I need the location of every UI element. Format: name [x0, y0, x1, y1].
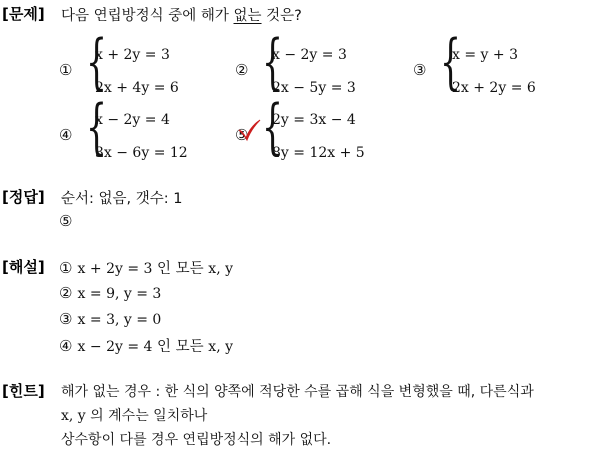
question-pre: 다음 연립방정식 중에 해가: [61, 8, 234, 24]
explanation-3-math: x = 3, y = 0: [77, 312, 162, 328]
choice-5-eq2: 8y = 12x + 5: [272, 145, 365, 161]
hint-tag: [힌트]: [2, 382, 45, 400]
choice-3-number[interactable]: ③: [413, 61, 427, 79]
choice-2-brace: {: [262, 27, 284, 97]
explanation-4-tail: x, y: [208, 339, 234, 355]
choice-1-eq1: x + 2y = 3: [95, 47, 170, 63]
hint-line-2-text: 의 계수는 일치하나: [85, 408, 208, 424]
explanation-tag: [해설]: [2, 258, 45, 276]
hint-line-1: 해가 없는 경우 : 한 식의 양쪽에 적당한 수를 곱해 식을 변형했을 때, 다른식과: [61, 384, 534, 400]
problem-tag: [문제]: [2, 5, 45, 23]
explanation-1-number: ①: [59, 259, 73, 277]
explanation-2-number: ②: [59, 284, 73, 302]
choice-1-eq2: 2x + 4y = 6: [95, 80, 179, 96]
hint-line-3: 상수항이 다를 경우 연립방정식의 해가 없다.: [61, 432, 332, 448]
hint-line-2-math: x, y: [61, 408, 86, 424]
explanation-line-4: [59, 335, 233, 356]
question-text: [61, 4, 302, 25]
answer-tag: [정답]: [2, 188, 45, 206]
answer-value: ⑤: [59, 212, 73, 230]
explanation-1-math: x + 2y = 3: [77, 261, 153, 277]
choice-3-brace: {: [440, 27, 462, 97]
hint-line-2: [61, 405, 207, 425]
explanation-1-text: 인 모든: [152, 261, 209, 277]
choice-3-eq1: x = y + 3: [452, 47, 518, 63]
explanation-4-math: x − 2y = 4: [77, 339, 153, 355]
choice-2-eq2: 2x − 5y = 3: [272, 80, 356, 96]
choice-4-brace: {: [86, 92, 108, 162]
choice-3-eq2: 2x + 2y = 6: [452, 80, 536, 96]
explanation-2-math: x = 9, y = 3: [77, 286, 162, 302]
explanation-4-text: 인 모든: [152, 339, 209, 355]
explanation-line-1: [59, 257, 233, 278]
checkmark-icon: [236, 118, 262, 142]
answer-line: 순서: 없음, 갯수: 1: [61, 191, 183, 207]
choice-1-brace: {: [86, 27, 108, 97]
question-underlined: 없는: [233, 8, 262, 24]
explanation-3-number: ③: [59, 310, 73, 328]
explanation-line-2: [59, 283, 161, 302]
choice-1-number[interactable]: ①: [59, 61, 73, 79]
choice-5-number[interactable]: ⑤: [235, 126, 249, 144]
choice-2-number[interactable]: ②: [235, 61, 249, 79]
choice-4-number[interactable]: ④: [59, 126, 73, 144]
choice-4-eq2: 3x − 6y = 12: [95, 145, 188, 161]
choice-4-eq1: x − 2y = 4: [95, 112, 170, 128]
explanation-1-tail: x, y: [208, 261, 234, 277]
question-post: 것은?: [261, 8, 302, 24]
explanation-4-number: ④: [59, 337, 73, 355]
choice-5-brace: {: [262, 92, 284, 162]
choice-2-eq1: x − 2y = 3: [272, 47, 347, 63]
choice-5-eq1: 2y = 3x − 4: [272, 112, 356, 128]
explanation-line-3: [59, 309, 161, 328]
